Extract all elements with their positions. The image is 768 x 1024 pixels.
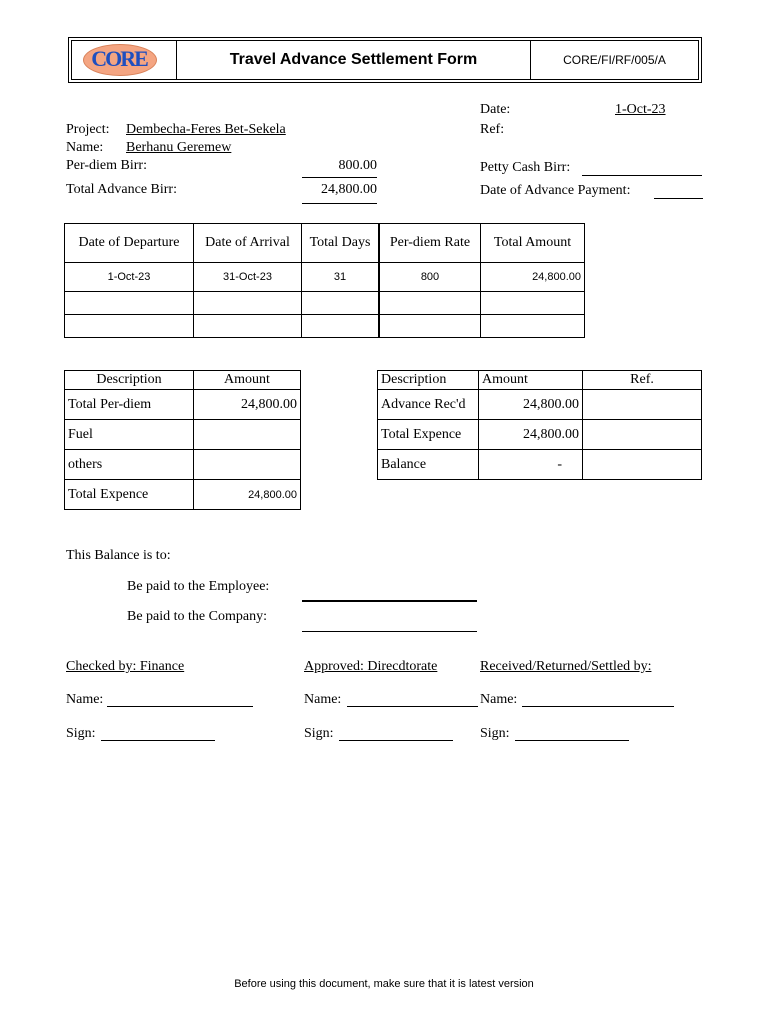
empty-cell [481, 292, 585, 315]
table-row [378, 450, 702, 480]
cell-total-amount: 24,800.00 [481, 263, 585, 292]
expense-header-row [65, 371, 301, 390]
empty-cell [65, 315, 194, 338]
col-date-of-departure: Date of Departure [65, 224, 194, 263]
table-row [65, 292, 585, 315]
paid-to-company-label: Be paid to the Company: [127, 609, 267, 624]
travel-table-header-row [65, 224, 585, 263]
paid-to-company-field [302, 631, 477, 632]
approved-name-field [347, 692, 478, 707]
date-label: Date: [480, 102, 511, 117]
received-sign-field [515, 726, 629, 741]
project-label: Project: [66, 122, 110, 137]
empty-cell [481, 315, 585, 338]
col-description: Description [65, 371, 194, 390]
cell-ref [583, 450, 702, 480]
empty-cell [379, 292, 481, 315]
paid-to-employee-label: Be paid to the Employee: [127, 579, 270, 594]
received-heading: Received/Returned/Settled by: [480, 659, 652, 674]
perdiem-value: 800.00 [302, 158, 377, 178]
empty-cell [379, 315, 481, 338]
table-row [65, 315, 585, 338]
total-advance-value: 24,800.00 [302, 182, 377, 204]
checked-name-label: Name: [66, 692, 104, 707]
cell-ref [583, 390, 702, 420]
cell-description: Balance [378, 450, 479, 480]
form-header [71, 40, 699, 80]
petty-cash-field [582, 161, 702, 176]
approved-sign-field [339, 726, 453, 741]
logo-text: CORE [91, 46, 147, 71]
footer-note: Before using this document, make sure that it is latest version [234, 978, 534, 990]
empty-cell [302, 315, 380, 338]
approved-name-label: Name: [304, 692, 342, 707]
cell-arrival: 31-Oct-23 [194, 263, 302, 292]
balance-table [377, 370, 702, 480]
empty-cell [65, 292, 194, 315]
cell-description: Total Expence [378, 420, 479, 450]
advance-payment-field [654, 184, 703, 199]
cell-amount [194, 450, 301, 480]
cell-description: Fuel [65, 420, 194, 450]
cell-perdiem-rate: 800 [379, 263, 481, 292]
approved-heading: Approved: Direcdtorate [304, 659, 438, 674]
received-name-label: Name: [480, 692, 518, 707]
col-description: Description [378, 371, 479, 390]
cell-amount: 24,800.00 [194, 480, 301, 510]
cell-amount [194, 420, 301, 450]
form-title: Travel Advance Settlement Form [177, 41, 531, 79]
cell-amount: 24,800.00 [479, 390, 583, 420]
cell-ref [583, 420, 702, 450]
col-total-days: Total Days [302, 224, 380, 263]
paid-to-employee-field [302, 600, 477, 602]
checked-name-field [107, 692, 253, 707]
table-row [65, 390, 301, 420]
petty-cash-label: Petty Cash Birr: [480, 160, 571, 175]
cell-departure: 1-Oct-23 [65, 263, 194, 292]
table-row [65, 480, 301, 510]
name-value: Berhanu Geremew [126, 140, 232, 155]
table-row [65, 450, 301, 480]
table-row [65, 420, 301, 450]
expense-table [64, 370, 301, 510]
empty-cell [194, 292, 302, 315]
document-code: CORE/FI/RF/005/A [563, 53, 666, 67]
received-sign-label: Sign: [480, 726, 510, 741]
company-logo [72, 41, 177, 79]
col-total-amount: Total Amount [481, 224, 585, 263]
received-name-field [522, 692, 674, 707]
col-date-of-arrival: Date of Arrival [194, 224, 302, 263]
name-label: Name: [66, 140, 104, 155]
col-amount: Amount [194, 371, 301, 390]
cell-amount: - [479, 450, 583, 480]
checked-by-heading: Checked by: Finance [66, 659, 185, 674]
cell-description: others [65, 450, 194, 480]
col-perdiem-rate: Per-diem Rate [379, 224, 481, 263]
cell-description: Advance Rec'd [378, 390, 479, 420]
advance-payment-label: Date of Advance Payment: [480, 183, 631, 198]
table-row [65, 263, 585, 292]
total-advance-label: Total Advance Birr: [66, 182, 177, 197]
checked-sign-label: Sign: [66, 726, 96, 741]
checked-sign-field [101, 726, 215, 741]
cell-total-days: 31 [302, 263, 380, 292]
travel-table [64, 223, 585, 338]
date-value: 1-Oct-23 [615, 102, 666, 117]
col-ref: Ref. [583, 371, 702, 390]
table-row [378, 420, 702, 450]
project-value: Dembecha-Feres Bet-Sekela [126, 122, 286, 137]
cell-description: Total Expence [65, 480, 194, 510]
balance-intro: This Balance is to: [66, 548, 171, 563]
cell-amount: 24,800.00 [194, 390, 301, 420]
ref-label: Ref: [480, 122, 505, 137]
cell-amount: 24,800.00 [479, 420, 583, 450]
perdiem-label: Per-diem Birr: [66, 158, 147, 173]
empty-cell [302, 292, 380, 315]
col-amount: Amount [479, 371, 583, 390]
cell-description: Total Per-diem [65, 390, 194, 420]
approved-sign-label: Sign: [304, 726, 334, 741]
balance-header-row [378, 371, 702, 390]
table-row [378, 390, 702, 420]
empty-cell [194, 315, 302, 338]
